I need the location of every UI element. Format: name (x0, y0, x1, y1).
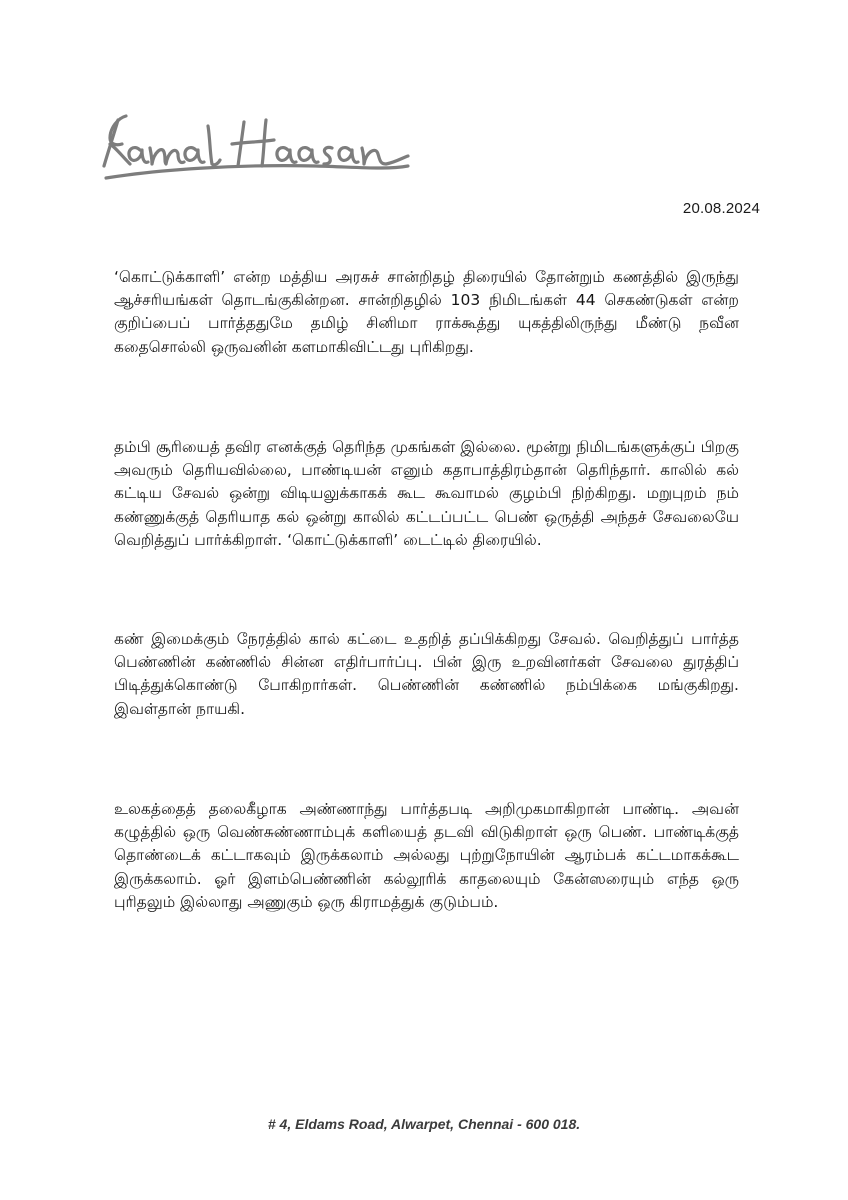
footer-address: # 4, Eldams Road, Alwarpet, Chennai - 600 018. (267, 1116, 581, 1132)
paragraph-2: தம்பி சூரியைத் தவிர எனக்குத் தெரிந்த முகங்கள் இல்லை. மூன்று நிமிடங்களுக்குப் பிறகு அவரும் தெரியவில்லை, பாண்டியன் எனும் கதாபாத்திரம்தான் தெரிந்தார். காலில் கல் கட்டிய சேவல் ஒன்று விடியலுக்காகக் கூட கூவாமல் குழம்பி நிற்கிறது. மறுபுறம் நம் கண்ணுக்குத் தெரியாத கல் ஒன்று காலில் கட்டப்பட்ட பெண் ஒருத்தி அந்தச் சேவலையே வெறித்துப் பார்க்கிறாள். ‘கொட்டுக்காளி’ டைட்டில் திரையில். (114, 438, 739, 549)
signature-letterhead (96, 108, 426, 188)
paragraph-1: ‘கொட்டுக்காளி’ என்ற மத்திய அரசுச் சான்றிதழ் திரையில் தோன்றும் கணத்தில் இருந்து ஆச்சரியங்கள் தொடங்குகின்றன. சான்றிதழில் 103 நிமிடங்கள் 44 செகண்டுகள் என்ற குறிப்பைப் பார்த்ததுமே தமிழ் சினிமா ராக்கூத்து யுகத்திலிருந்து மீண்டு நவீன கதைசொல்லி ஒருவனின் களமாகிவிட்டது புரிகிறது. (114, 268, 739, 356)
paragraph-4: உலகத்தைத் தலைகீழாக அண்ணாந்து பார்த்தபடி அறிமுகமாகிறான் பாண்டி. அவன் கழுத்தில் ஒரு வெண்சுண்ணாம்புக் களியைத் தடவி விடுகிறாள் ஒரு பெண். பாண்டிக்குத் தொண்டைக் கட்டாகவும் இருக்கலாம் அல்லது புற்றுநோயின் ஆரம்பக் கட்டமாகக்கூட இருக்கலாம். ஓர் இளம்பெண்ணின் கல்லூரிக் காதலையும் கேன்ஸரையும் எந்த ஒரு புரிதலும் இல்லாது அணுகும் ஒரு கிராமத்துக் குடும்பம். (114, 800, 739, 911)
paragraph-3: கண் இமைக்கும் நேரத்தில் கால் கட்டை உதறித் தப்பிக்கிறது சேவல். வெறித்துப் பார்த்த பெண்ணின் கண்ணில் சின்ன எதிர்பார்ப்பு. பின் இரு உறவினர்கள் சேவலை துரத்திப் பிடித்துக்கொண்டு போகிறார்கள். பெண்ணின் கண்ணில் நம்பிக்கை மங்குகிறது. இவள்தான் நாயகி. (114, 630, 739, 718)
kamal-haasan-signature-logo (96, 108, 426, 188)
letter-date: 20.08.2024 (682, 200, 760, 217)
